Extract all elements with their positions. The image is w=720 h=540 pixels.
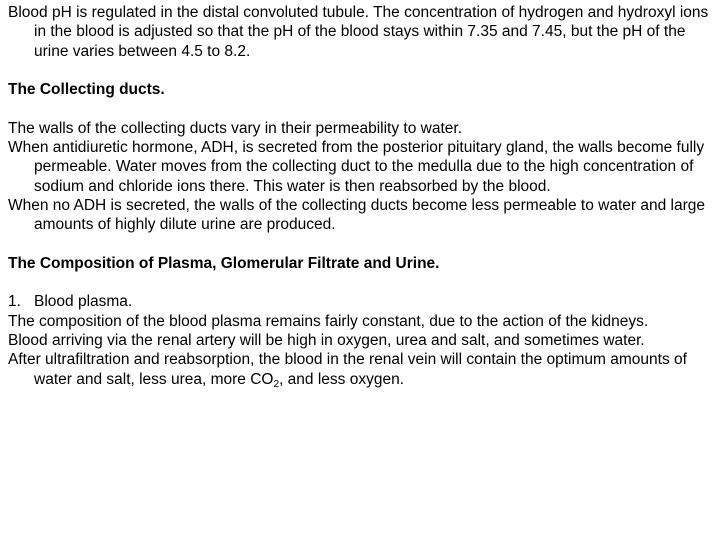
renal-artery-paragraph: Blood arriving via the renal artery will be high in oxygen, urea and salt, and sometimes water. [8, 332, 645, 350]
list-item-label: Blood plasma. [34, 293, 133, 311]
adh-secreted-paragraph: When antidiuretic hormone, ADH, is secreted from the posterior pituitary gland, the walls become fully permeable. Water moves from the collecting duct to the medulla due to the high concentration of sodium and chloride ions there. This water is then reabsorbed by the blood. [8, 139, 705, 195]
document-page [8, 3, 712, 389]
numbered-list-item [8, 292, 712, 311]
list-item-number: 1. [8, 293, 21, 311]
collecting-ducts-heading: The Collecting ducts. [8, 81, 165, 99]
permeability-paragraph: The walls of the collecting ducts vary in their permeability to water. [8, 119, 463, 137]
no-adh-paragraph: When no ADH is secreted, the walls of the collecting ducts become less permeable to water and large amounts of highly dilute urine are produced. [8, 196, 706, 234]
plasma-composition-paragraph: The composition of the blood plasma remains fairly constant, due to the action of the kidneys. [8, 312, 649, 330]
renal-vein-text: After ultrafiltration and reabsorption, the blood in the renal vein will contain the optimum amounts of water and salt, less urea, more CO [8, 351, 687, 388]
ph-regulation-paragraph: Blood pH is regulated in the distal convoluted tubule. The concentration of hydrogen and hydroxyl ions in the blood is adjusted so that the pH of the blood stays within 7.35 and 7.45, but the pH of the urine varies between 4.5 to 8.2. [8, 4, 709, 60]
co2-subscript: 2 [273, 378, 280, 390]
renal-vein-paragraph [8, 350, 712, 389]
renal-vein-text-end: , and less oxygen. [279, 370, 405, 388]
composition-heading: The Composition of Plasma, Glomerular Filtrate and Urine. [8, 254, 440, 272]
